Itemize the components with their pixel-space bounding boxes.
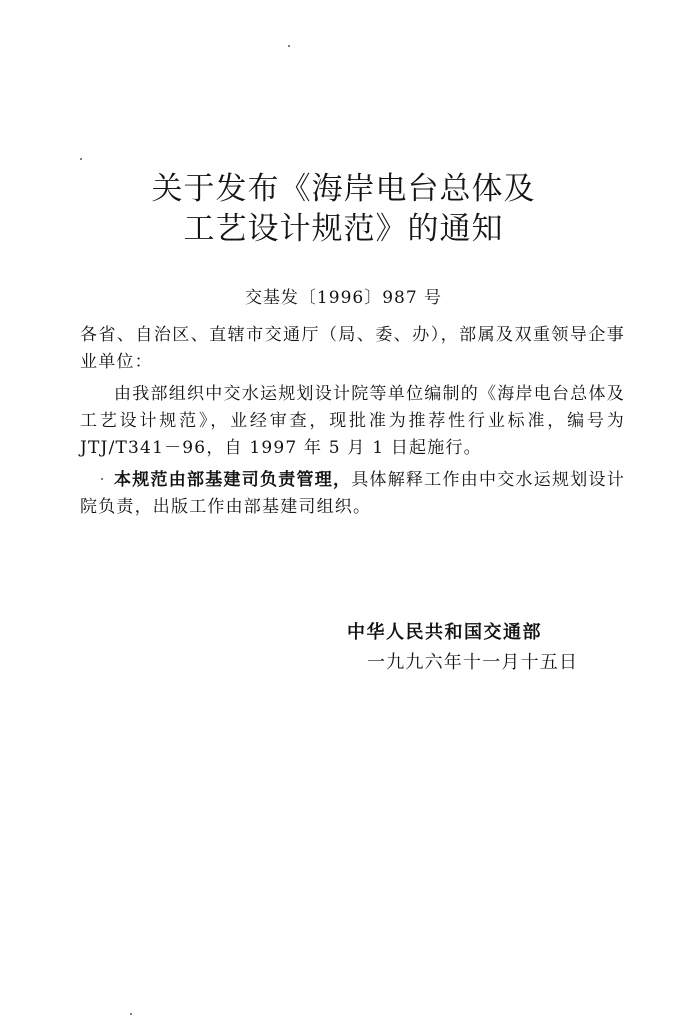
management-paragraph (80, 467, 625, 521)
body-paragraph: 由我部组织中交水运规划设计院等单位编制的《海岸电台总体及工艺设计规范》，业经审查，现批准为推荐性行业标准，编号为JTJ/T341－96，自 1997 年 5 月 1 日起施行。 (80, 384, 625, 458)
scan-speck (130, 1013, 132, 1015)
scan-speck (288, 45, 290, 47)
scan-speck (80, 158, 82, 160)
management-lead: 本规范由部基建司负责管理， (114, 470, 352, 490)
management-rest: 具体解释工作由中交水运规划设计院负责，出版工作由部基建司组织。 (80, 470, 626, 517)
document-number: 交基发〔1996〕987 号 (244, 288, 443, 308)
issue-date: 一九九六年十一月十五日 (367, 652, 579, 673)
addressee-paragraph: 各省、自治区、直辖市交通厅（局、委、办），部属及双重领导企事业单位： (80, 325, 625, 372)
document-title-line-1: 关于发布《海岸电台总体及 (151, 171, 536, 207)
issuer-signature: 中华人民共和国交通部 (347, 622, 542, 643)
document-title-line-2: 工艺设计规范》的通知 (183, 211, 504, 247)
